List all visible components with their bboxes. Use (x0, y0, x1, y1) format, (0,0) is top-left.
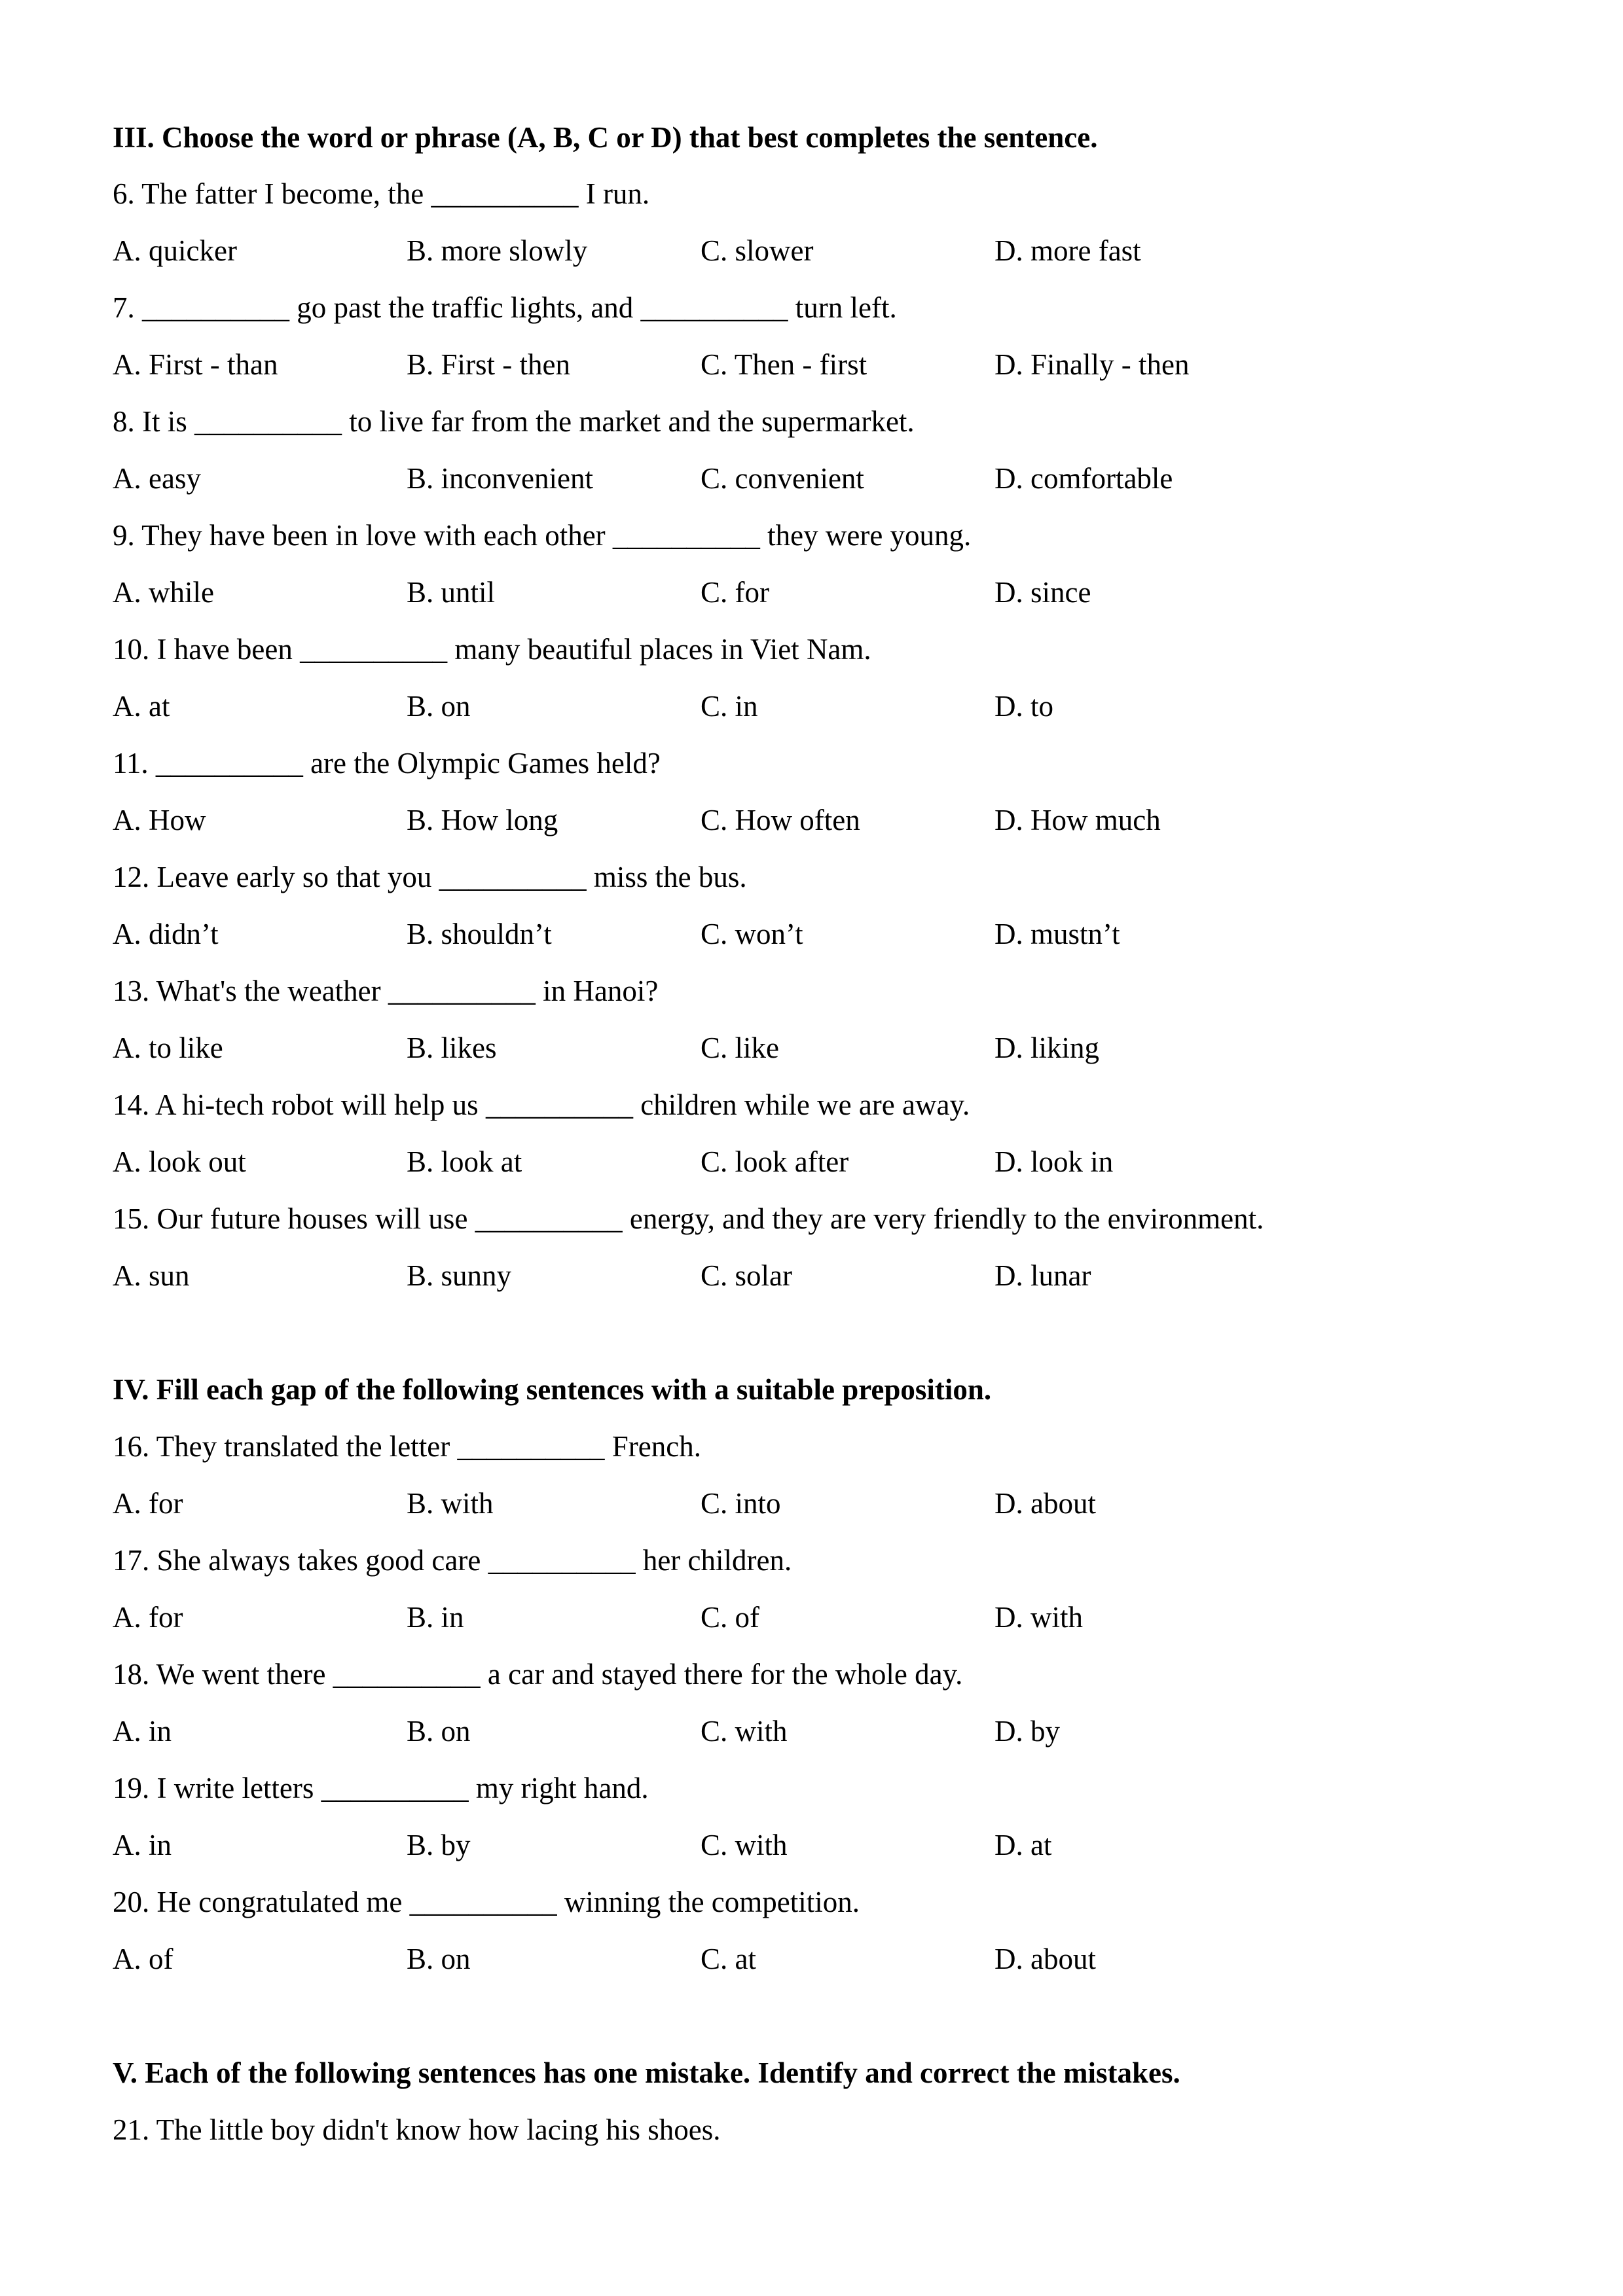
option-d: D. How much (994, 804, 1161, 836)
option-a: A. while (113, 576, 214, 609)
option-a: A. sun (113, 1259, 190, 1292)
option-d: D. look in (994, 1145, 1114, 1178)
options-row-11 (0, 802, 1623, 838)
option-d: D. about (994, 1487, 1096, 1520)
option-b: B. shouldn’t (407, 918, 552, 950)
options-row-13 (0, 1030, 1623, 1066)
option-d: D. more fast (994, 234, 1141, 267)
option-b: B. on (407, 690, 471, 723)
option-c: C. into (701, 1487, 781, 1520)
question-18: 18. We went there __________ a car and stayed there for the whole day. (113, 1658, 963, 1691)
option-d: D. comfortable (994, 462, 1173, 495)
section-heading-iv: IV. Fill each gap of the following sentences with a suitable preposition. (113, 1373, 992, 1406)
option-d: D. with (994, 1601, 1083, 1634)
option-d: D. at (994, 1829, 1052, 1861)
option-a: A. in (113, 1829, 172, 1861)
option-b: B. by (407, 1829, 471, 1861)
option-b: B. on (407, 1715, 471, 1748)
option-a: A. look out (113, 1145, 246, 1178)
question-19: 19. I write letters __________ my right hand. (113, 1772, 649, 1804)
option-c: C. solar (701, 1259, 792, 1292)
option-b: B. in (407, 1601, 464, 1634)
question-13: 13. What's the weather __________ in Hanoi? (113, 975, 659, 1007)
option-c: C. of (701, 1601, 759, 1634)
options-row-17 (0, 1599, 1623, 1636)
option-d: D. mustn’t (994, 918, 1120, 950)
option-d: D. since (994, 576, 1091, 609)
options-row-19 (0, 1827, 1623, 1863)
option-c: C. with (701, 1715, 788, 1748)
options-row-18 (0, 1713, 1623, 1749)
option-c: C. in (701, 690, 758, 723)
question-15: 15. Our future houses will use __________ energy, and they are very friendly to the environment. (113, 1202, 1264, 1235)
question-17: 17. She always takes good care __________ her children. (113, 1544, 792, 1577)
option-d: D. liking (994, 1031, 1100, 1064)
options-row-6 (0, 232, 1623, 269)
option-d: D. Finally - then (994, 348, 1190, 381)
option-a: A. of (113, 1943, 173, 1975)
option-c: C. for (701, 576, 769, 609)
option-b: B. likes (407, 1031, 497, 1064)
options-row-16 (0, 1485, 1623, 1522)
options-row-15 (0, 1257, 1623, 1294)
options-row-14 (0, 1143, 1623, 1180)
option-c: C. look after (701, 1145, 849, 1178)
option-d: D. by (994, 1715, 1060, 1748)
options-row-7 (0, 346, 1623, 383)
option-a: A. for (113, 1601, 183, 1634)
option-c: C. How often (701, 804, 860, 836)
question-6: 6. The fatter I become, the __________ I run. (113, 177, 650, 210)
option-c: C. like (701, 1031, 779, 1064)
option-c: C. with (701, 1829, 788, 1861)
option-d: D. lunar (994, 1259, 1091, 1292)
options-row-20 (0, 1941, 1623, 1977)
option-b: B. First - then (407, 348, 571, 381)
question-12: 12. Leave early so that you __________ miss the bus. (113, 861, 747, 893)
option-c: C. won’t (701, 918, 803, 950)
option-a: A. How (113, 804, 206, 836)
option-b: B. inconvenient (407, 462, 593, 495)
section-heading-v: V. Each of the following sentences has one mistake. Identify and correct the mistakes. (113, 2056, 1180, 2089)
question-7: 7. __________ go past the traffic lights, and __________ turn left. (113, 291, 897, 324)
question-11: 11. __________ are the Olympic Games held? (113, 747, 661, 780)
option-b: B. look at (407, 1145, 522, 1178)
question-8: 8. It is __________ to live far from the market and the supermarket. (113, 405, 915, 438)
option-b: B. sunny (407, 1259, 512, 1292)
options-row-8 (0, 460, 1623, 497)
options-row-10 (0, 688, 1623, 725)
option-a: A. didn’t (113, 918, 219, 950)
option-c: C. slower (701, 234, 814, 267)
option-b: B. more slowly (407, 234, 588, 267)
option-b: B. with (407, 1487, 494, 1520)
section-heading-iii: III. Choose the word or phrase (A, B, C or D) that best completes the sentence. (113, 121, 1098, 154)
option-a: A. at (113, 690, 170, 723)
option-a: A. easy (113, 462, 201, 495)
option-a: A. First - than (113, 348, 278, 381)
option-b: B. How long (407, 804, 558, 836)
option-d: D. to (994, 690, 1053, 723)
option-a: A. for (113, 1487, 183, 1520)
option-c: C. convenient (701, 462, 864, 495)
question-14: 14. A hi-tech robot will help us __________ children while we are away. (113, 1088, 970, 1121)
question-16: 16. They translated the letter __________ French. (113, 1430, 701, 1463)
option-c: C. at (701, 1943, 756, 1975)
option-d: D. about (994, 1943, 1096, 1975)
option-b: B. until (407, 576, 496, 609)
question-9: 9. They have been in love with each other __________ they were young. (113, 519, 972, 552)
option-a: A. in (113, 1715, 172, 1748)
option-a: A. to like (113, 1031, 223, 1064)
options-row-9 (0, 574, 1623, 611)
option-c: C. Then - first (701, 348, 867, 381)
question-10: 10. I have been __________ many beautiful places in Viet Nam. (113, 633, 871, 666)
option-a: A. quicker (113, 234, 237, 267)
options-row-12 (0, 916, 1623, 952)
question-21: 21. The little boy didn't know how lacing his shoes. (113, 2113, 721, 2146)
question-20: 20. He congratulated me __________ winning the competition. (113, 1886, 860, 1918)
option-b: B. on (407, 1943, 471, 1975)
